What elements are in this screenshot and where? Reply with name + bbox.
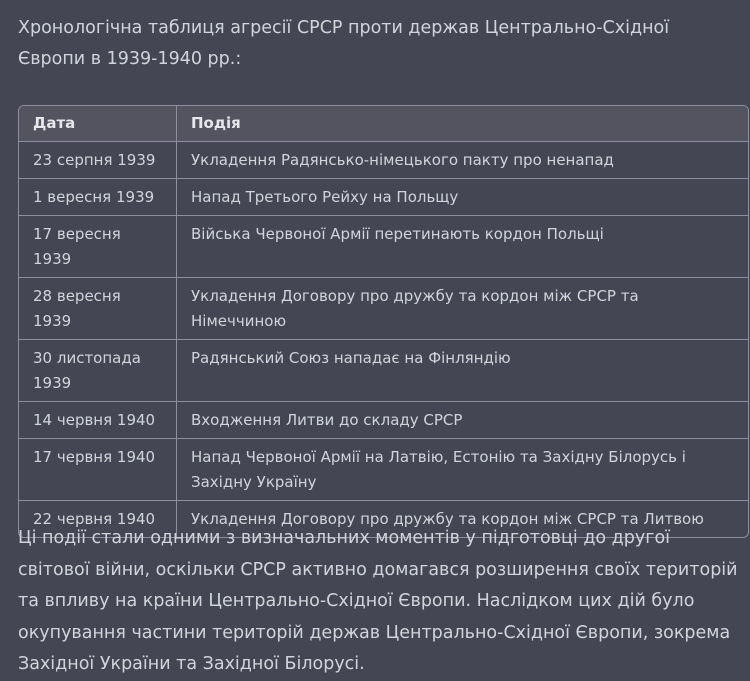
row-date: 17 червня 1940 (19, 439, 177, 501)
row-event: Напад Третього Рейху на Польщу (177, 179, 749, 216)
table-row (19, 179, 748, 216)
table-header-row (19, 106, 748, 142)
row-event: Укладення Договору про дружбу та кордон між СРСР та Литвою (191, 510, 704, 528)
row-date: 23 серпня 1939 (19, 142, 177, 179)
row-event: Укладення Радянсько-німецького пакту про ненапад (177, 142, 749, 179)
header-date: Дата (19, 106, 177, 142)
table-row (19, 216, 748, 278)
table-row (19, 278, 748, 340)
row-event: Війська Червоної Армії перетинають кордон Польщі (177, 216, 749, 278)
row-date: 22 червня 1940 (19, 501, 177, 538)
row-event: Укладення Договору про дружбу та кордон між СРСР та Німеччиною (177, 278, 749, 340)
table-row (19, 439, 748, 501)
row-date: 30 листопада 1939 (19, 340, 177, 402)
row-date: 1 вересня 1939 (19, 179, 177, 216)
row-date: 17 вересня 1939 (19, 216, 177, 278)
row-event: Входження Литви до складу СРСР (177, 402, 749, 439)
conclusion-text: Ці події стали одними з визначальних моментів у підготовці до другої світової війни, оскільки СРСР активно домагався розширення своїх територій та впливу на країни Центрально-Східної Європи. Наслідком цих дій було окупування частини територій держав Центрально-Східної Європи, зокрема Західної України та Західної Білорусі. (18, 528, 738, 674)
table-row (19, 142, 748, 179)
intro-text: Хронологічна таблиця агресії СРСР проти держав Центрально-Східної Європи в 1939-1940 рр.: (18, 18, 670, 69)
table-row (19, 402, 748, 439)
row-event: Радянський Союз нападає на Фінляндію (177, 340, 749, 402)
header-event: Подія (177, 106, 749, 142)
row-date: 28 вересня 1939 (19, 278, 177, 340)
row-date: 14 червня 1940 (19, 402, 177, 439)
table-row (19, 340, 748, 402)
row-event: Напад Червоної Армії на Латвію, Естонію та Західну Білорусь і Західну Україну (177, 439, 749, 501)
chronology-table (18, 105, 749, 538)
